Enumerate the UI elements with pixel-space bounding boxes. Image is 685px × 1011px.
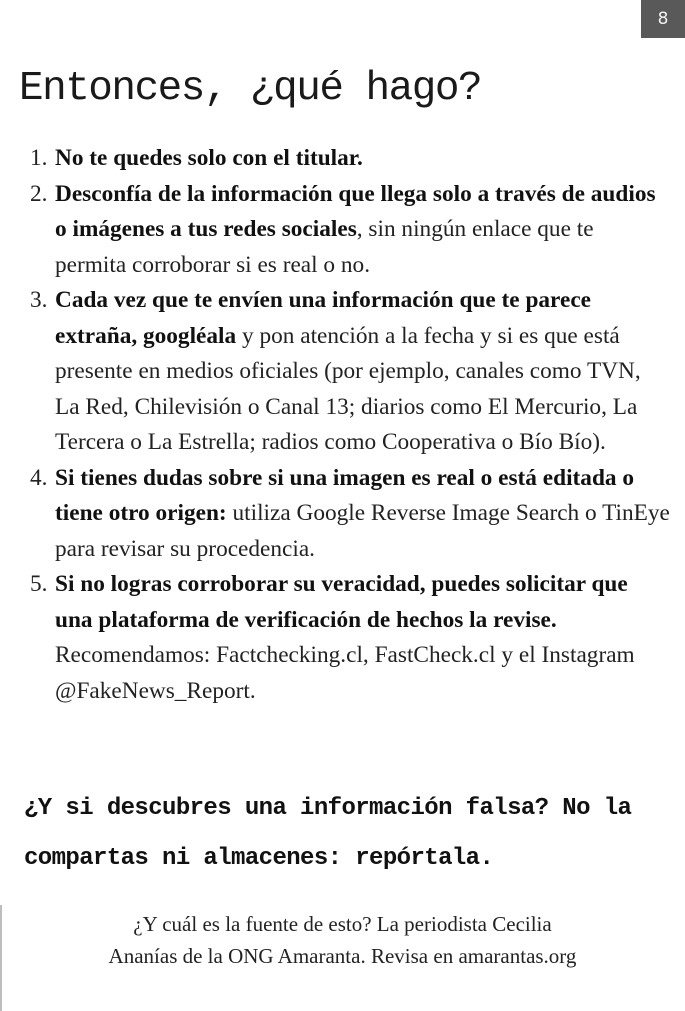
step-number: 4.: [30, 464, 48, 491]
step-text: [55, 461, 670, 568]
step-text: [55, 567, 670, 709]
step-detail: , sin ningún enlace que te permita corroborar si es real o no.: [55, 216, 594, 278]
page-number: 8: [657, 9, 669, 29]
step-text: [55, 141, 670, 177]
source-line: Ananías de la ONG Amaranta. Revisa en amarantas.org: [108, 944, 577, 968]
step-emphasis: Si no logras corroborar su veracidad, puedes solicitar que una plataforma de verificación de hechos la revise.: [55, 571, 628, 633]
step-emphasis: No te quedes solo con el titular.: [55, 145, 363, 171]
step-number: 5.: [30, 571, 48, 597]
source-line: ¿Y cuál es la fuente de esto? La periodista Cecilia: [133, 912, 552, 936]
step-number: 1.: [30, 145, 48, 171]
step-text: [55, 283, 670, 461]
list-item: [30, 177, 670, 284]
step-text: [55, 177, 670, 284]
step-emphasis: Si tienes dudas sobre si una imagen es real o está editada o tiene otro origen:: [55, 464, 635, 526]
step-number: 2.: [30, 180, 48, 207]
step-emphasis: Desconfía de la información que llega solo a través de audios o imágenes a tus redes sociales: [55, 180, 656, 242]
step-detail: utiliza Google Reverse Image Search o TinEye para revisar su procedencia.: [55, 500, 670, 562]
steps-list: [30, 141, 670, 709]
list-item: [30, 567, 670, 709]
page-title: Entonces, ¿qué hago?: [19, 66, 482, 112]
callout-text: ¿Y si descubres una información falsa? No la compartas ni almacenes: repórtala.: [24, 795, 632, 872]
list-item: [30, 141, 670, 177]
list-item: [30, 283, 670, 461]
list-item: [30, 461, 670, 568]
step-emphasis: Cada vez que te envíen una información que te parece extraña, googléala: [55, 287, 591, 349]
step-detail: y pon atención a la fecha y si es que está presente en medios oficiales (por ejemplo, canales como TVN, La Red, Chilevisión o Canal 13; diarios como El Mercurio, La Tercera o La Estrella; radios como Cooperativa o Bío Bío).: [55, 322, 641, 455]
source-note: [0, 908, 685, 972]
page-number-badge: [641, 0, 685, 38]
step-detail: Recomendamos: Factchecking.cl, FastCheck.cl y el Instagram @FakeNews_Report.: [55, 642, 635, 704]
step-number: 3.: [30, 287, 48, 313]
